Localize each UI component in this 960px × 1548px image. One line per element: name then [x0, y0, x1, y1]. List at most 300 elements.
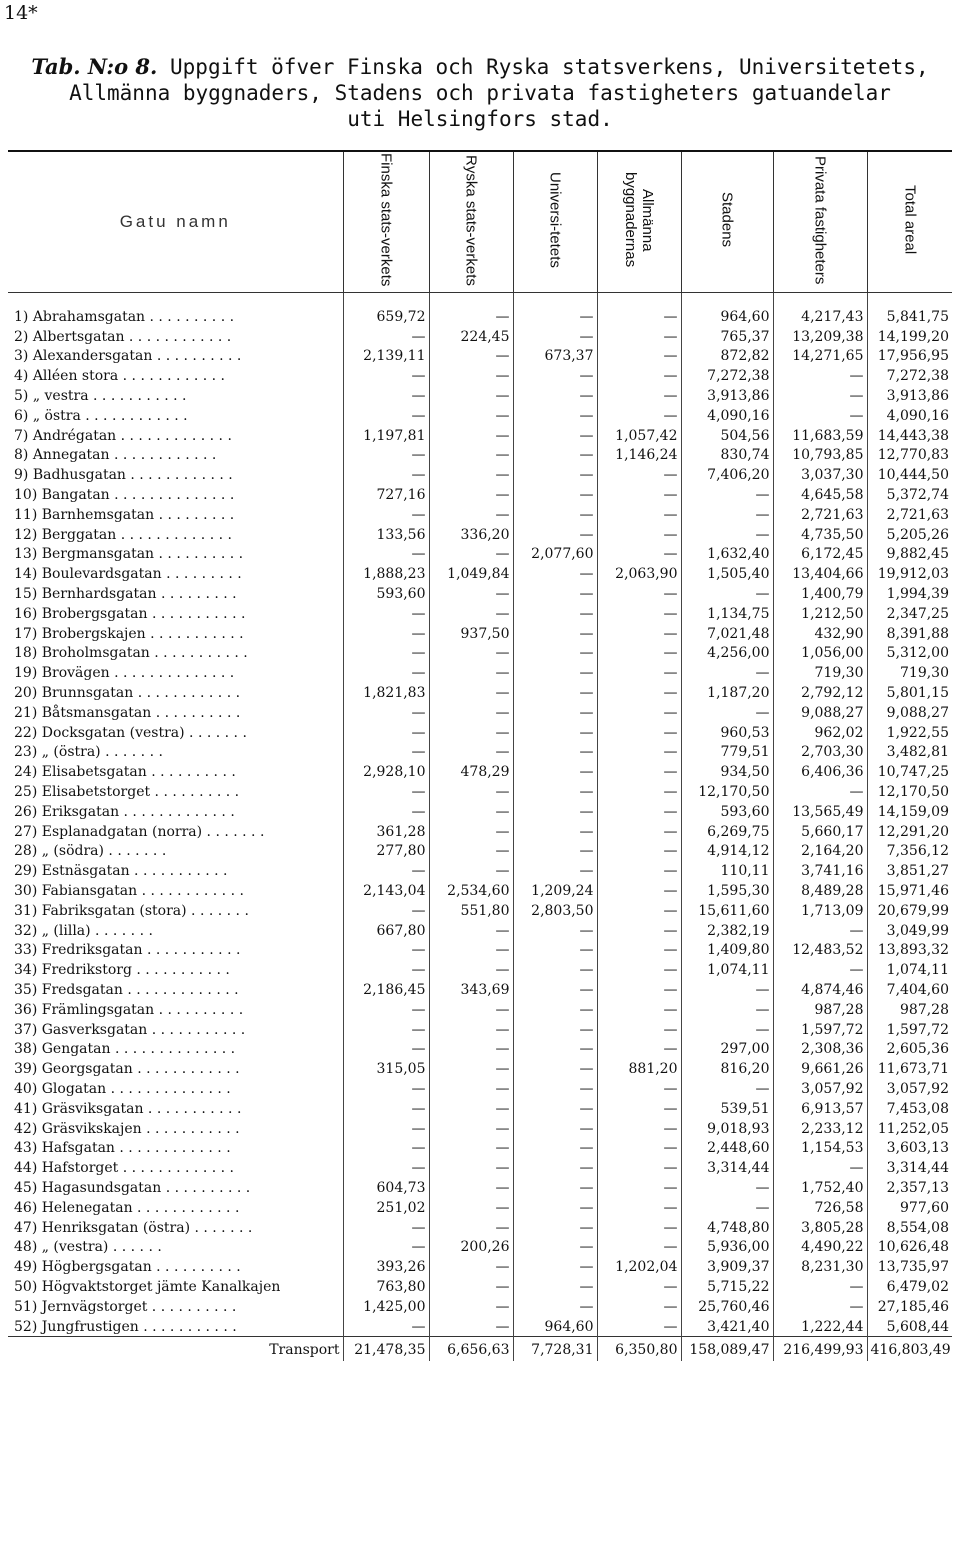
transport-allmanna: 6,350,80: [597, 1337, 681, 1362]
cell-finska: —: [343, 1020, 429, 1040]
cell-finska: —: [343, 743, 429, 763]
table-row: [8, 822, 952, 842]
cell-allmanna: —: [597, 980, 681, 1000]
cell-allmanna: —: [597, 485, 681, 505]
cell-allmanna: 1,146,24: [597, 446, 681, 466]
cell-ryska: —: [429, 1297, 513, 1317]
cell-privata: 2,233,12: [773, 1119, 867, 1139]
cell-universitet: —: [513, 941, 597, 961]
cell-allmanna: —: [597, 1079, 681, 1099]
cell-ryska: —: [429, 644, 513, 664]
cell-ryska: —: [429, 347, 513, 367]
page-number: 14*: [4, 2, 38, 24]
cell-universitet: —: [513, 1000, 597, 1020]
cell-universitet: —: [513, 1079, 597, 1099]
cell-finska: —: [343, 1119, 429, 1139]
cell-privata: —: [773, 406, 867, 426]
cell-allmanna: 1,057,42: [597, 426, 681, 446]
cell-total: 12,170,50: [877, 784, 949, 801]
cell-universitet: —: [513, 584, 597, 604]
cell-universitet: —: [513, 1099, 597, 1119]
cell-stadens: —: [681, 703, 773, 723]
cell-ryska: —: [429, 446, 513, 466]
cell-ryska: —: [429, 743, 513, 763]
cell-privata: —: [773, 1297, 867, 1317]
cell-finska: —: [343, 802, 429, 822]
street-name-cell: 3) Alexandersgatan . . . . . . . . . .: [8, 347, 343, 367]
cell-total: 3,314,44: [886, 1160, 949, 1177]
cell-privata: —: [773, 1277, 867, 1297]
cell-universitet: —: [513, 842, 597, 862]
table-row: [8, 505, 952, 525]
cell-allmanna: —: [597, 762, 681, 782]
cell-finska: —: [343, 1039, 429, 1059]
cell-universitet: —: [513, 743, 597, 763]
street-name-cell: 50) Högvaktstorget jämte Kanalkajen: [8, 1277, 343, 1297]
cell-total: 3,049,99: [886, 922, 949, 939]
header-privata: Privata fastigheters: [773, 152, 867, 293]
cell-stadens: 934,50: [681, 762, 773, 782]
cell-total: 10,626,48: [877, 1239, 949, 1256]
cell-ryska: —: [429, 1119, 513, 1139]
cell-privata: 2,164,20: [773, 842, 867, 862]
table-row: [8, 293, 952, 327]
cell-universitet: —: [513, 1237, 597, 1257]
cell-allmanna: —: [597, 386, 681, 406]
cell-total: 10,747,25: [877, 764, 949, 781]
cell-stadens: 12,170,50: [681, 782, 773, 802]
cell-finska: 251,02: [343, 1198, 429, 1218]
cell-stadens: 1,187,20: [681, 683, 773, 703]
cell-universitet: —: [513, 723, 597, 743]
table-row: [8, 881, 952, 901]
cell-allmanna: —: [597, 644, 681, 664]
street-name-cell: 23) „ (östra) . . . . . . .: [8, 743, 343, 763]
cell-allmanna: —: [597, 545, 681, 565]
cell-stadens: —: [681, 485, 773, 505]
cell-total: 9,882,45: [886, 546, 949, 563]
cell-allmanna: —: [597, 802, 681, 822]
cell-ryska: —: [429, 1317, 513, 1337]
table-row: [8, 980, 952, 1000]
cell-privata: 4,490,22: [773, 1237, 867, 1257]
cell-stadens: 960,53: [681, 723, 773, 743]
transport-stadens: 158,089,47: [681, 1337, 773, 1362]
table-row: [8, 723, 952, 743]
cell-finska: —: [343, 1158, 429, 1178]
transport-label: Transport: [8, 1337, 343, 1362]
street-name-cell: 31) Fabriksgatan (stora) . . . . . . .: [8, 901, 343, 921]
street-name-cell: 35) Fredsgatan . . . . . . . . . . . . .: [8, 980, 343, 1000]
cell-total: 6,479,02: [886, 1278, 949, 1295]
table-row: [8, 327, 952, 347]
cell-privata: 1,597,72: [773, 1020, 867, 1040]
cell-stadens: —: [681, 1079, 773, 1099]
cell-stadens: 15,611,60: [681, 901, 773, 921]
cell-finska: —: [343, 941, 429, 961]
cell-ryska: —: [429, 1000, 513, 1020]
cell-universitet: —: [513, 525, 597, 545]
cell-ryska: —: [429, 802, 513, 822]
cell-universitet: —: [513, 366, 597, 386]
table-row: [8, 663, 952, 683]
cell-stadens: 1,595,30: [681, 881, 773, 901]
cell-total: 3,603,13: [886, 1140, 949, 1157]
cell-stadens: 4,256,00: [681, 644, 773, 664]
street-name-cell: 4) Alléen stora . . . . . . . . . . . .: [8, 366, 343, 386]
cell-finska: 659,72: [343, 293, 429, 327]
cell-stadens: 816,20: [681, 1059, 773, 1079]
street-name-cell: 30) Fabiansgatan . . . . . . . . . . . .: [8, 881, 343, 901]
cell-privata: 1,212,50: [773, 604, 867, 624]
cell-total: 5,205,26: [886, 526, 949, 543]
cell-stadens: —: [681, 505, 773, 525]
cell-universitet: 2,803,50: [513, 901, 597, 921]
cell-stadens: 3,314,44: [681, 1158, 773, 1178]
cell-ryska: —: [429, 1158, 513, 1178]
cell-universitet: —: [513, 465, 597, 485]
cell-universitet: —: [513, 485, 597, 505]
cell-stadens: 9,018,93: [681, 1119, 773, 1139]
cell-total: 4,090,16: [886, 407, 949, 424]
table-row: [8, 644, 952, 664]
cell-universitet: —: [513, 406, 597, 426]
cell-finska: —: [343, 1000, 429, 1020]
cell-allmanna: —: [597, 406, 681, 426]
cell-allmanna: —: [597, 366, 681, 386]
cell-stadens: —: [681, 584, 773, 604]
table-row: [8, 1079, 952, 1099]
cell-stadens: 3,913,86: [681, 386, 773, 406]
table-row: [8, 1317, 952, 1337]
cell-total: 13,893,32: [877, 942, 949, 959]
street-name-cell: 43) Hafsgatan . . . . . . . . . . . . .: [8, 1138, 343, 1158]
cell-stadens: 593,60: [681, 802, 773, 822]
street-name-cell: 29) Estnäsgatan . . . . . . . . . . .: [8, 861, 343, 881]
cell-privata: 3,741,16: [773, 861, 867, 881]
cell-stadens: 2,448,60: [681, 1138, 773, 1158]
cell-total: 12,770,83: [877, 447, 949, 464]
cell-total: 27,185,46: [877, 1298, 949, 1315]
cell-stadens: 5,715,22: [681, 1277, 773, 1297]
cell-stadens: 3,421,40: [681, 1317, 773, 1337]
header-finska: Finska stats-verkets: [343, 152, 429, 293]
cell-finska: —: [343, 644, 429, 664]
cell-finska: —: [343, 723, 429, 743]
cell-finska: —: [343, 1218, 429, 1238]
cell-finska: 393,26: [343, 1257, 429, 1277]
street-name-cell: 36) Främlingsgatan . . . . . . . . . .: [8, 1000, 343, 1020]
cell-allmanna: —: [597, 1218, 681, 1238]
cell-privata: 719,30: [773, 663, 867, 683]
transport-row: [8, 1337, 952, 1362]
street-name-cell: 22) Docksgatan (vestra) . . . . . . .: [8, 723, 343, 743]
table-row: [8, 1000, 952, 1020]
cell-allmanna: —: [597, 1178, 681, 1198]
cell-universitet: —: [513, 663, 597, 683]
cell-universitet: —: [513, 1257, 597, 1277]
cell-privata: 8,231,30: [773, 1257, 867, 1277]
cell-universitet: —: [513, 426, 597, 446]
cell-allmanna: —: [597, 1158, 681, 1178]
cell-privata: 3,037,30: [773, 465, 867, 485]
cell-privata: 2,721,63: [773, 505, 867, 525]
cell-ryska: 224,45: [429, 327, 513, 347]
street-name-cell: 13) Bergmansgatan . . . . . . . . . .: [8, 545, 343, 565]
cell-finska: 277,80: [343, 842, 429, 862]
cell-allmanna: 2,063,90: [597, 564, 681, 584]
table-row: [8, 1138, 952, 1158]
cell-ryska: —: [429, 505, 513, 525]
cell-allmanna: —: [597, 1237, 681, 1257]
cell-total: 3,851,27: [886, 863, 949, 880]
cell-allmanna: —: [597, 1039, 681, 1059]
cell-total: 3,057,92: [886, 1080, 949, 1097]
cell-allmanna: —: [597, 1198, 681, 1218]
cell-ryska: —: [429, 782, 513, 802]
cell-allmanna: —: [597, 901, 681, 921]
cell-finska: —: [343, 406, 429, 426]
cell-total: 2,605,36: [886, 1041, 949, 1058]
cell-total: 1,922,55: [886, 724, 949, 741]
table-body: [8, 293, 952, 1337]
street-name-cell: 6) „ östra . . . . . . . . . . . .: [8, 406, 343, 426]
cell-ryska: 551,80: [429, 901, 513, 921]
table-row: [8, 564, 952, 584]
cell-total: 9,088,27: [886, 704, 949, 721]
cell-finska: 667,80: [343, 921, 429, 941]
cell-stadens: 4,090,16: [681, 406, 773, 426]
cell-allmanna: —: [597, 782, 681, 802]
cell-finska: —: [343, 446, 429, 466]
cell-finska: —: [343, 960, 429, 980]
cell-privata: 3,057,92: [773, 1079, 867, 1099]
cell-allmanna: —: [597, 347, 681, 367]
cell-total: 15,971,46: [877, 883, 949, 899]
cell-allmanna: —: [597, 941, 681, 961]
cell-ryska: —: [429, 1178, 513, 1198]
cell-privata: 12,483,52: [773, 941, 867, 961]
cell-ryska: —: [429, 545, 513, 565]
cell-total: 8,554,08: [886, 1219, 949, 1236]
cell-finska: 2,139,11: [343, 347, 429, 367]
cell-finska: 727,16: [343, 485, 429, 505]
cell-stadens: 4,914,12: [681, 842, 773, 862]
title-line-3: uti Helsingfors stad.: [347, 107, 613, 131]
cell-universitet: 964,60: [513, 1317, 597, 1337]
street-name-cell: 18) Broholmsgatan . . . . . . . . . . .: [8, 644, 343, 664]
cell-ryska: —: [429, 960, 513, 980]
cell-total: 3,482,81: [886, 744, 949, 761]
cell-total: 2,357,13: [886, 1179, 949, 1196]
transport-total: 416,803,49: [867, 1337, 952, 1362]
header-stadens: Stadens: [681, 152, 773, 293]
street-name-cell: 46) Helenegatan . . . . . . . . . . . .: [8, 1198, 343, 1218]
cell-privata: 2,792,12: [773, 683, 867, 703]
cell-privata: 1,400,79: [773, 584, 867, 604]
cell-finska: 2,143,04: [343, 881, 429, 901]
cell-stadens: 4,748,80: [681, 1218, 773, 1238]
cell-finska: —: [343, 861, 429, 881]
cell-total: 17,956,95: [877, 348, 949, 365]
cell-privata: 6,172,45: [773, 545, 867, 565]
cell-ryska: —: [429, 293, 513, 327]
table-number: Tab. N:o 8.: [31, 54, 158, 79]
cell-allmanna: —: [597, 1138, 681, 1158]
cell-ryska: 937,50: [429, 624, 513, 644]
cell-ryska: —: [429, 703, 513, 723]
table-row: [8, 347, 952, 367]
cell-finska: —: [343, 782, 429, 802]
cell-universitet: —: [513, 505, 597, 525]
cell-finska: 604,73: [343, 1178, 429, 1198]
cell-universitet: —: [513, 921, 597, 941]
cell-stadens: 6,269,75: [681, 822, 773, 842]
cell-allmanna: —: [597, 1277, 681, 1297]
header-row: [8, 152, 952, 293]
cell-universitet: —: [513, 386, 597, 406]
table-row: [8, 1257, 952, 1277]
cell-finska: 315,05: [343, 1059, 429, 1079]
cell-privata: 1,222,44: [773, 1317, 867, 1337]
table-row: [8, 703, 952, 723]
table-row: [8, 921, 952, 941]
cell-finska: 1,888,23: [343, 564, 429, 584]
cell-ryska: —: [429, 366, 513, 386]
cell-total: 3,913,86: [886, 388, 949, 405]
title-line-2: Allmänna byggnaders, Stadens och privata fastigheters gatuandelar: [69, 81, 891, 105]
table-row: [8, 1198, 952, 1218]
street-name-cell: 2) Albertsgatan . . . . . . . . . . . .: [8, 327, 343, 347]
cell-stadens: 2,382,19: [681, 921, 773, 941]
cell-ryska: —: [429, 861, 513, 881]
street-name-cell: 33) Fredriksgatan . . . . . . . . . . .: [8, 941, 343, 961]
cell-allmanna: —: [597, 1099, 681, 1119]
cell-total: 977,60: [900, 1199, 949, 1216]
cell-ryska: —: [429, 406, 513, 426]
cell-privata: 987,28: [773, 1000, 867, 1020]
cell-privata: 9,088,27: [773, 703, 867, 723]
cell-allmanna: —: [597, 683, 681, 703]
cell-privata: 1,713,09: [773, 901, 867, 921]
cell-total: 11,673,71: [877, 1061, 949, 1078]
street-name-cell: 20) Brunnsgatan . . . . . . . . . . . .: [8, 683, 343, 703]
cell-finska: —: [343, 604, 429, 624]
cell-ryska: 336,20: [429, 525, 513, 545]
cell-universitet: —: [513, 802, 597, 822]
cell-allmanna: —: [597, 743, 681, 763]
cell-stadens: 830,74: [681, 446, 773, 466]
cell-total: 14,443,38: [877, 427, 949, 444]
cell-stadens: 110,11: [681, 861, 773, 881]
table-row: [8, 406, 952, 426]
table-title: [0, 54, 960, 132]
cell-ryska: —: [429, 1099, 513, 1119]
cell-total: 11,252,05: [877, 1120, 949, 1137]
cell-total: 5,608,44: [886, 1318, 949, 1335]
cell-privata: 8,489,28: [773, 881, 867, 901]
cell-total: 987,28: [900, 1001, 949, 1018]
table-row: [8, 762, 952, 782]
cell-privata: 1,154,53: [773, 1138, 867, 1158]
cell-universitet: —: [513, 1218, 597, 1238]
street-name-cell: 27) Esplanadgatan (norra) . . . . . . .: [8, 822, 343, 842]
street-name-cell: 19) Brovägen . . . . . . . . . . . . . .: [8, 663, 343, 683]
title-line-1: Uppgift öfver Finska och Ryska statsverkens, Universitetets,: [170, 55, 929, 79]
cell-ryska: —: [429, 485, 513, 505]
street-name-cell: 34) Fredrikstorg . . . . . . . . . . .: [8, 960, 343, 980]
cell-privata: 4,217,43: [773, 293, 867, 327]
table-row: [8, 782, 952, 802]
cell-privata: 4,645,58: [773, 485, 867, 505]
street-name-cell: 41) Gräsviksgatan . . . . . . . . . . .: [8, 1099, 343, 1119]
cell-privata: 6,913,57: [773, 1099, 867, 1119]
cell-ryska: —: [429, 1079, 513, 1099]
cell-stadens: 7,272,38: [681, 366, 773, 386]
table-row: [8, 1218, 952, 1238]
table-row: [8, 1059, 952, 1079]
street-name-cell: 40) Glogatan . . . . . . . . . . . . . .: [8, 1079, 343, 1099]
cell-allmanna: —: [597, 663, 681, 683]
cell-universitet: —: [513, 564, 597, 584]
cell-ryska: —: [429, 663, 513, 683]
cell-allmanna: —: [597, 293, 681, 327]
cell-stadens: —: [681, 1020, 773, 1040]
header-total: Total areal: [867, 152, 952, 293]
street-name-cell: 42) Gräsvikskajen . . . . . . . . . . .: [8, 1119, 343, 1139]
street-name-cell: 10) Bangatan . . . . . . . . . . . . . .: [8, 485, 343, 505]
cell-ryska: 200,26: [429, 1237, 513, 1257]
cell-stadens: 964,60: [681, 293, 773, 327]
cell-ryska: —: [429, 426, 513, 446]
table-row: [8, 1119, 952, 1139]
street-name-cell: 39) Georgsgatan . . . . . . . . . . . .: [8, 1059, 343, 1079]
cell-privata: 432,90: [773, 624, 867, 644]
cell-allmanna: —: [597, 327, 681, 347]
cell-finska: —: [343, 1237, 429, 1257]
cell-stadens: 1,505,40: [681, 564, 773, 584]
table-row: [8, 1277, 952, 1297]
cell-total: 7,356,12: [886, 843, 949, 860]
cell-allmanna: —: [597, 1119, 681, 1139]
cell-total: 1,597,72: [886, 1021, 949, 1038]
cell-privata: 13,404,66: [773, 564, 867, 584]
street-area-table: [8, 152, 952, 1361]
cell-allmanna: —: [597, 921, 681, 941]
cell-total: 5,801,15: [886, 685, 949, 702]
cell-stadens: 1,409,80: [681, 941, 773, 961]
cell-ryska: —: [429, 683, 513, 703]
cell-universitet: —: [513, 683, 597, 703]
cell-finska: —: [343, 1099, 429, 1119]
cell-ryska: 343,69: [429, 980, 513, 1000]
cell-finska: —: [343, 624, 429, 644]
cell-universitet: —: [513, 1138, 597, 1158]
cell-stadens: 504,56: [681, 426, 773, 446]
cell-allmanna: —: [597, 525, 681, 545]
cell-total: 12,291,20: [877, 823, 949, 840]
cell-finska: 1,821,83: [343, 683, 429, 703]
cell-universitet: —: [513, 861, 597, 881]
cell-finska: —: [343, 366, 429, 386]
cell-universitet: —: [513, 1119, 597, 1139]
cell-universitet: —: [513, 1158, 597, 1178]
cell-total: 1,074,11: [886, 962, 949, 979]
cell-finska: —: [343, 1317, 429, 1337]
cell-allmanna: —: [597, 505, 681, 525]
cell-ryska: —: [429, 822, 513, 842]
cell-stadens: 1,134,75: [681, 604, 773, 624]
